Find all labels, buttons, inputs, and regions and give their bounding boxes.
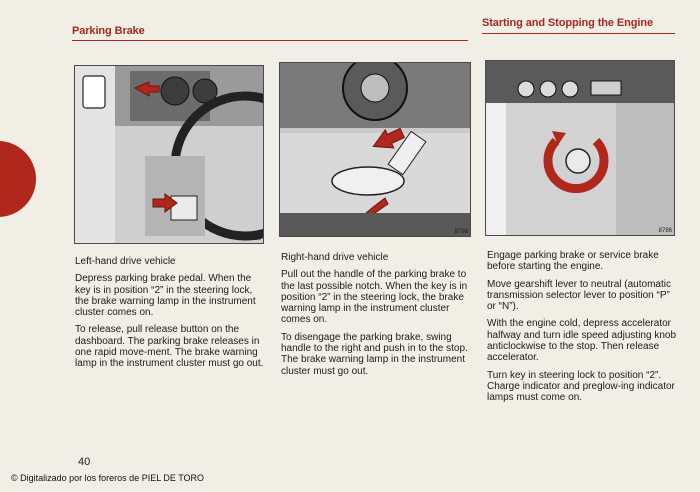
section-tab-marker [0,141,36,217]
header-rule-left [72,40,468,41]
paragraph: To release, pull release button on the dashboard. The parking brake releases in one rapid move-ment. The brake warning lamp in the instrument cluster must go out. [75,324,264,370]
copyright-notice: © Digitalizado por los foreros de PIEL DE TORO [11,473,205,483]
header-rule-right [482,33,675,34]
handle-drawing [280,63,470,236]
text-column-left [75,256,265,376]
figure-number: 8786 [658,228,672,234]
section-title-starting-engine: Starting and Stopping the Engine [482,17,653,29]
paragraph: Depress parking brake pedal. When the key is in position “2” in the steering lock, the brake warning lamp in the instrument cluster comes on. [75,273,256,319]
paragraph-heading: Left-hand drive vehicle [75,256,176,267]
pedal-drawing [75,66,263,243]
illustration-right-hand-drive [279,62,471,237]
knob-drawing [486,61,674,235]
figure-number: 8726 [247,236,261,242]
text-column-right [487,250,680,410]
page-number: 40 [78,456,91,468]
paragraph: Pull out the handle of the parking brake to the last possible notch. When the key is in position “2” in the steering lock, the brake warning lamp in the instrument cluster comes on. [281,269,468,326]
text-column-middle [281,252,471,383]
paragraph: Turn key in steering lock to position “2”. Charge indicator and preglow-ing indicator lamps must come on. [487,369,675,404]
section-title-parking-brake: Parking Brake [72,25,145,37]
paragraph: To disengage the parking brake, swing handle to the right and push in to the stop. The brake warning lamp in the instrument cluster must go out. [281,331,468,377]
illustration-idle-knob [485,60,675,236]
paragraph: With the engine cold, depress accelerator halfway and turn idle speed adjusting knob anticlockwise to the stop. Then release accelerator. [487,318,677,364]
illustration-left-hand-drive [74,65,264,244]
figure-number: 8798 [454,229,468,235]
paragraph: Engage parking brake or service brake before starting the engine. [487,250,659,273]
paragraph-heading: Right-hand drive vehicle [281,252,389,263]
paragraph: Move gearshift lever to neutral (automatic transmission selector lever to position “P” or “N”). [487,278,671,313]
